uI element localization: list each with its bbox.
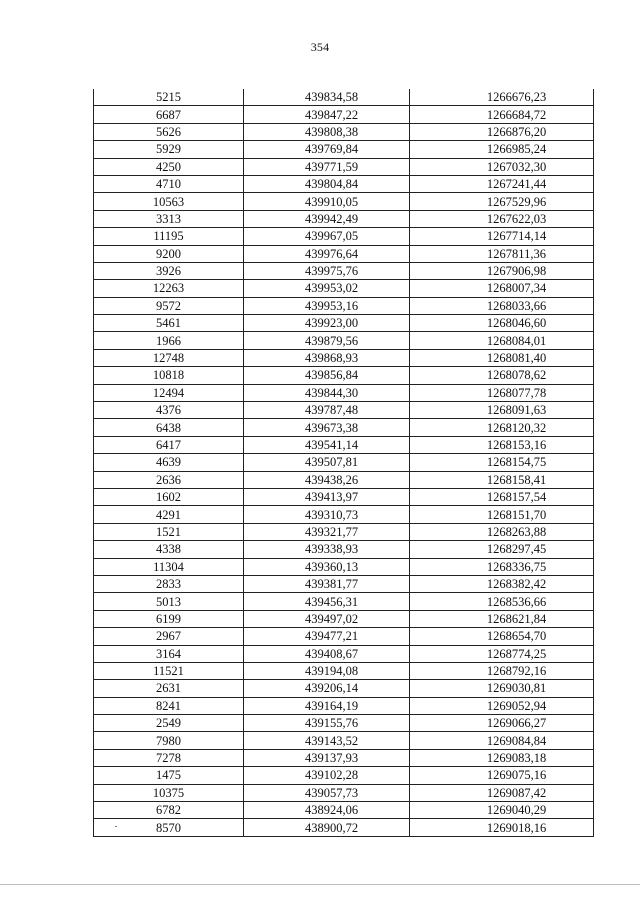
x-coordinate-cell: 439804,84 [244, 175, 410, 192]
table-row [94, 158, 594, 175]
x-coordinate-cell: 439808,38 [244, 123, 410, 140]
point-number-cell: 7980 [94, 732, 244, 749]
x-coordinate-cell: 439879,56 [244, 332, 410, 349]
x-coordinate-cell: 439953,16 [244, 297, 410, 314]
y-coordinate-cell: 1268654,70 [410, 628, 594, 645]
point-number-cell: 1966 [94, 332, 244, 349]
point-number-cell: 12494 [94, 384, 244, 401]
point-number-cell: 4338 [94, 541, 244, 558]
point-number-cell: 2967 [94, 628, 244, 645]
y-coordinate-cell: 1268077,78 [410, 384, 594, 401]
table-row [94, 767, 594, 784]
y-coordinate-cell: 1268078,62 [410, 367, 594, 384]
y-coordinate-cell: 1269030,81 [410, 680, 594, 697]
x-coordinate-cell: 439381,77 [244, 575, 410, 592]
point-number-cell: 11195 [94, 228, 244, 245]
table-row [94, 315, 594, 332]
table-row [94, 123, 594, 140]
y-coordinate-cell: 1268091,63 [410, 402, 594, 419]
table-row [94, 280, 594, 297]
table-row [94, 680, 594, 697]
table-row [94, 402, 594, 419]
point-number-cell: 5013 [94, 593, 244, 610]
table-row [94, 419, 594, 436]
y-coordinate-cell: 1268084,01 [410, 332, 594, 349]
x-coordinate-cell: 439338,93 [244, 541, 410, 558]
x-coordinate-cell: 439456,31 [244, 593, 410, 610]
table-row [94, 436, 594, 453]
y-coordinate-cell: 1268157,54 [410, 488, 594, 505]
y-coordinate-cell: 1269087,42 [410, 784, 594, 801]
point-number-cell: 1602 [94, 488, 244, 505]
y-coordinate-cell: 1268153,16 [410, 436, 594, 453]
x-coordinate-cell: 439844,30 [244, 384, 410, 401]
table-row [94, 732, 594, 749]
y-coordinate-cell: 1266684,72 [410, 106, 594, 123]
y-coordinate-cell: 1267529,96 [410, 193, 594, 210]
table-row [94, 575, 594, 592]
point-number-cell: 6417 [94, 436, 244, 453]
x-coordinate-cell: 439942,49 [244, 210, 410, 227]
point-number-cell: 4710 [94, 175, 244, 192]
point-number-cell: 10563 [94, 193, 244, 210]
table-row [94, 349, 594, 366]
table-row [94, 593, 594, 610]
table-row [94, 819, 594, 836]
table-row [94, 662, 594, 679]
x-coordinate-cell: 439102,28 [244, 767, 410, 784]
table-row [94, 697, 594, 714]
point-number-cell: 6782 [94, 802, 244, 819]
y-coordinate-cell: 1268336,75 [410, 558, 594, 575]
table-row [94, 141, 594, 158]
point-number-cell: 12748 [94, 349, 244, 366]
x-coordinate-cell: 439497,02 [244, 610, 410, 627]
y-coordinate-cell: 1268033,66 [410, 297, 594, 314]
y-coordinate-cell: 1269084,84 [410, 732, 594, 749]
x-coordinate-cell: 439769,84 [244, 141, 410, 158]
table-row [94, 106, 594, 123]
table-row [94, 645, 594, 662]
table-row [94, 89, 594, 106]
x-coordinate-cell: 439507,81 [244, 454, 410, 471]
point-number-cell: 6199 [94, 610, 244, 627]
x-coordinate-cell: 439164,19 [244, 697, 410, 714]
table-row [94, 297, 594, 314]
x-coordinate-cell: 439856,84 [244, 367, 410, 384]
y-coordinate-cell: 1267811,36 [410, 245, 594, 262]
table-row [94, 384, 594, 401]
table-row [94, 245, 594, 262]
x-coordinate-cell: 439868,93 [244, 349, 410, 366]
page-bottom-edge [0, 884, 640, 885]
point-number-cell: 7278 [94, 749, 244, 766]
point-number-cell: 2636 [94, 471, 244, 488]
table-row [94, 367, 594, 384]
y-coordinate-cell: 1268154,75 [410, 454, 594, 471]
x-coordinate-cell: 439967,05 [244, 228, 410, 245]
point-number-cell: 4250 [94, 158, 244, 175]
y-coordinate-cell: 1267241,44 [410, 175, 594, 192]
point-number-cell: 9572 [94, 297, 244, 314]
point-number-cell: 10818 [94, 367, 244, 384]
y-coordinate-cell: 1269052,94 [410, 697, 594, 714]
x-coordinate-cell: 438924,06 [244, 802, 410, 819]
y-coordinate-cell: 1268158,41 [410, 471, 594, 488]
y-coordinate-cell: 1268536,66 [410, 593, 594, 610]
point-number-cell: 6438 [94, 419, 244, 436]
x-coordinate-cell: 439910,05 [244, 193, 410, 210]
x-coordinate-cell: 439976,64 [244, 245, 410, 262]
point-number-cell: 11304 [94, 558, 244, 575]
table-row [94, 193, 594, 210]
point-number-cell: 1521 [94, 523, 244, 540]
y-coordinate-cell: 1268263,88 [410, 523, 594, 540]
x-coordinate-cell: 439953,02 [244, 280, 410, 297]
point-number-cell: 2549 [94, 715, 244, 732]
y-coordinate-cell: 1268151,70 [410, 506, 594, 523]
y-coordinate-cell: 1268774,25 [410, 645, 594, 662]
table-row [94, 715, 594, 732]
margin-speck [115, 826, 117, 827]
point-number-cell: 1475 [94, 767, 244, 784]
point-number-cell: 3164 [94, 645, 244, 662]
table-row [94, 628, 594, 645]
x-coordinate-cell: 439194,08 [244, 662, 410, 679]
y-coordinate-cell: 1266985,24 [410, 141, 594, 158]
point-number-cell: 12263 [94, 280, 244, 297]
y-coordinate-cell: 1268297,45 [410, 541, 594, 558]
x-coordinate-cell: 439413,97 [244, 488, 410, 505]
coordinates-table [93, 89, 594, 837]
coordinates-table-body [94, 89, 594, 836]
x-coordinate-cell: 439310,73 [244, 506, 410, 523]
y-coordinate-cell: 1269083,18 [410, 749, 594, 766]
table-row [94, 506, 594, 523]
point-number-cell: 3313 [94, 210, 244, 227]
point-number-cell: 5626 [94, 123, 244, 140]
point-number-cell: 4291 [94, 506, 244, 523]
x-coordinate-cell: 438900,72 [244, 819, 410, 836]
table-row [94, 471, 594, 488]
x-coordinate-cell: 439847,22 [244, 106, 410, 123]
table-row [94, 175, 594, 192]
y-coordinate-cell: 1267906,98 [410, 262, 594, 279]
y-coordinate-cell: 1269040,29 [410, 802, 594, 819]
x-coordinate-cell: 439143,52 [244, 732, 410, 749]
table-row [94, 558, 594, 575]
point-number-cell: 5461 [94, 315, 244, 332]
table-row [94, 523, 594, 540]
point-number-cell: 4639 [94, 454, 244, 471]
point-number-cell: 8570 [94, 819, 244, 836]
table-row [94, 749, 594, 766]
x-coordinate-cell: 439438,26 [244, 471, 410, 488]
point-number-cell: 8241 [94, 697, 244, 714]
point-number-cell: 5929 [94, 141, 244, 158]
table-row [94, 454, 594, 471]
y-coordinate-cell: 1266676,23 [410, 89, 594, 106]
y-coordinate-cell: 1267714,14 [410, 228, 594, 245]
point-number-cell: 9200 [94, 245, 244, 262]
table-row [94, 610, 594, 627]
x-coordinate-cell: 439834,58 [244, 89, 410, 106]
table-row [94, 784, 594, 801]
y-coordinate-cell: 1268621,84 [410, 610, 594, 627]
table-row [94, 541, 594, 558]
x-coordinate-cell: 439923,00 [244, 315, 410, 332]
y-coordinate-cell: 1268081,40 [410, 349, 594, 366]
table-row [94, 228, 594, 245]
page-number: 354 [310, 40, 330, 54]
x-coordinate-cell: 439787,48 [244, 402, 410, 419]
y-coordinate-cell: 1268120,32 [410, 419, 594, 436]
x-coordinate-cell: 439360,13 [244, 558, 410, 575]
x-coordinate-cell: 439137,93 [244, 749, 410, 766]
table-row [94, 802, 594, 819]
table-row [94, 332, 594, 349]
y-coordinate-cell: 1267622,03 [410, 210, 594, 227]
table-row [94, 262, 594, 279]
x-coordinate-cell: 439155,76 [244, 715, 410, 732]
x-coordinate-cell: 439477,21 [244, 628, 410, 645]
y-coordinate-cell: 1269018,16 [410, 819, 594, 836]
table-row [94, 210, 594, 227]
x-coordinate-cell: 439975,76 [244, 262, 410, 279]
table-row [94, 488, 594, 505]
point-number-cell: 2833 [94, 575, 244, 592]
x-coordinate-cell: 439321,77 [244, 523, 410, 540]
point-number-cell: 10375 [94, 784, 244, 801]
point-number-cell: 6687 [94, 106, 244, 123]
y-coordinate-cell: 1268046,60 [410, 315, 594, 332]
y-coordinate-cell: 1268007,34 [410, 280, 594, 297]
y-coordinate-cell: 1269066,27 [410, 715, 594, 732]
y-coordinate-cell: 1269075,16 [410, 767, 594, 784]
point-number-cell: 3926 [94, 262, 244, 279]
y-coordinate-cell: 1266876,20 [410, 123, 594, 140]
x-coordinate-cell: 439541,14 [244, 436, 410, 453]
point-number-cell: 4376 [94, 402, 244, 419]
y-coordinate-cell: 1268382,42 [410, 575, 594, 592]
x-coordinate-cell: 439057,73 [244, 784, 410, 801]
x-coordinate-cell: 439771,59 [244, 158, 410, 175]
point-number-cell: 5215 [94, 89, 244, 106]
point-number-cell: 11521 [94, 662, 244, 679]
y-coordinate-cell: 1267032,30 [410, 158, 594, 175]
x-coordinate-cell: 439206,14 [244, 680, 410, 697]
point-number-cell: 2631 [94, 680, 244, 697]
x-coordinate-cell: 439408,67 [244, 645, 410, 662]
y-coordinate-cell: 1268792,16 [410, 662, 594, 679]
x-coordinate-cell: 439673,38 [244, 419, 410, 436]
